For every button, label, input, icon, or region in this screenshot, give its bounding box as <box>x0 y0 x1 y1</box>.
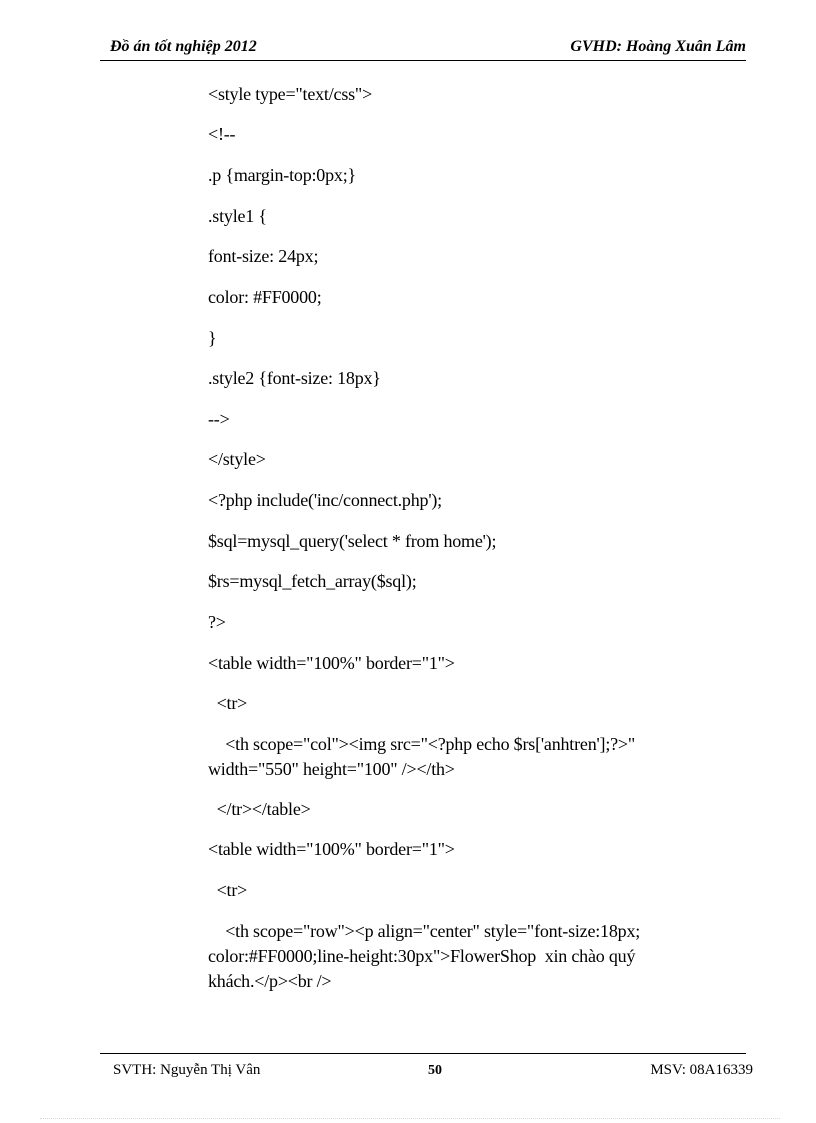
code-line: <table width="100%" border="1"> <box>208 839 455 859</box>
code-line: $sql=mysql_query('select * from home'); <box>208 531 497 551</box>
code-line: color:#FF0000;line-height:30px">FlowerShop xin chào quý <box>208 946 636 966</box>
footer-student: SVTH: Nguyễn Thị Vân <box>113 1062 261 1078</box>
code-line: .p {margin-top:0px;} <box>208 165 356 185</box>
page-edge-divider <box>40 1118 780 1119</box>
code-line: <style type="text/css"> <box>208 84 373 104</box>
footer-divider <box>100 1053 746 1054</box>
code-line: <table width="100%" border="1"> <box>208 653 455 673</box>
code-line: .style1 { <box>208 206 267 226</box>
code-line: </tr></table> <box>208 799 311 819</box>
code-line: ?> <box>208 612 226 632</box>
footer-student-id: MSV: 08A16339 <box>650 1062 753 1078</box>
code-line: <th scope="col"><img src="<?php echo $rs['anhtren'];?>" <box>208 734 636 754</box>
code-line: khách.</p><br /> <box>208 971 332 991</box>
page-number: 50 <box>428 1063 442 1078</box>
code-line: width="550" height="100" /></th> <box>208 759 455 779</box>
header-title: Đồ án tốt nghiệp 2012 <box>110 38 257 55</box>
code-line: } <box>208 328 217 348</box>
code-line: <tr> <box>208 880 248 900</box>
page-header <box>100 36 746 61</box>
code-line: .style2 {font-size: 18px} <box>208 368 381 388</box>
code-line: color: #FF0000; <box>208 287 322 307</box>
code-line: <th scope="row"><p align="center" style="font-size:18px; <box>208 921 641 941</box>
code-line: font-size: 24px; <box>208 246 319 266</box>
header-supervisor: GVHD: Hoàng Xuân Lâm <box>570 38 746 55</box>
code-line: <!-- <box>208 124 236 144</box>
code-line: $rs=mysql_fetch_array($sql); <box>208 571 417 591</box>
code-line: <tr> <box>208 693 248 713</box>
code-line: <?php include('inc/connect.php'); <box>208 490 442 510</box>
code-line: </style> <box>208 449 266 469</box>
code-line: --> <box>208 409 230 429</box>
